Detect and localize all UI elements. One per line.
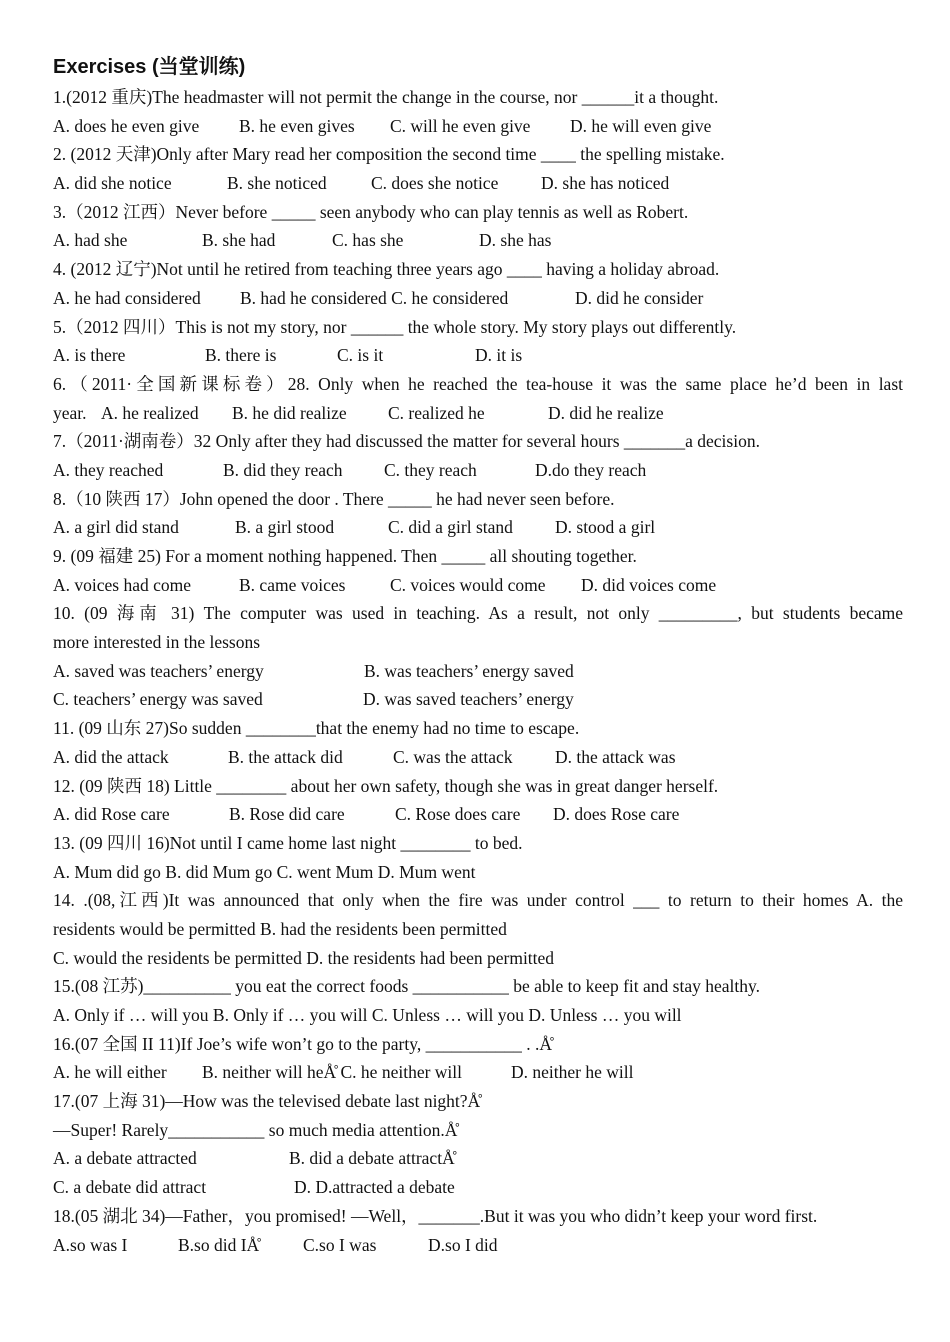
question-6-stem-end: year. bbox=[53, 402, 87, 423]
option-c: C. realized he bbox=[388, 402, 485, 423]
option-c: C. will he even give bbox=[390, 115, 531, 136]
option-d: D. it is bbox=[475, 345, 523, 366]
option-d: D.do they reach bbox=[535, 459, 647, 480]
question-10-stem-end: more interested in the lessons bbox=[53, 632, 261, 653]
question-6-stem: 6.（2011·全国新课标卷）28. Only when he reached the tea-house it was the same place he’d been in last bbox=[53, 373, 903, 394]
option-a: A. is there bbox=[53, 345, 126, 366]
option-c: C. they reach bbox=[384, 459, 477, 480]
option-a: A. a debate attracted bbox=[53, 1148, 197, 1169]
question-15-stem: 15.(08 江苏)__________ you eat the correct foods ___________ be able to keep fit and stay healthy. bbox=[53, 976, 760, 997]
option-d: D. she has noticed bbox=[541, 173, 670, 194]
option-b: B. came voices bbox=[239, 574, 346, 595]
question-3-options bbox=[53, 226, 903, 255]
option-b: B. was teachers’ energy saved bbox=[364, 660, 574, 681]
option-c: C. has she bbox=[332, 230, 404, 251]
question-10-options-ab bbox=[53, 657, 903, 686]
option-d: D. stood a girl bbox=[555, 517, 656, 538]
option-b: B. she noticed bbox=[227, 173, 327, 194]
option-b: B. the attack did bbox=[228, 746, 343, 767]
question-1-options bbox=[53, 112, 903, 141]
option-a: A. he realized bbox=[101, 402, 199, 423]
option-c: C. did a girl stand bbox=[388, 517, 513, 538]
option-b: B. a girl stood bbox=[235, 517, 335, 538]
question-16-stem: 16.(07 全国 II 11)If Joe’s wife won’t go to the party, ___________ . .Å̊ bbox=[53, 1033, 552, 1054]
option-b: B. he even gives bbox=[239, 115, 355, 136]
question-4-stem: 4. (2012 辽宁)Not until he retired from teaching three years ago ____ having a holiday abroad. bbox=[53, 259, 720, 280]
option-a: A. voices had come bbox=[53, 574, 192, 595]
option-b: B. she had bbox=[202, 230, 276, 251]
option-a: A.so was I bbox=[53, 1234, 128, 1255]
option-b: B. there is bbox=[205, 345, 277, 366]
question-8-options bbox=[53, 513, 903, 542]
question-2-stem: 2. (2012 天津)Only after Mary read her composition the second time ____ the spelling mistake. bbox=[53, 144, 725, 165]
option-d: D. D.attracted a debate bbox=[294, 1177, 455, 1198]
option-a: A. had she bbox=[53, 230, 128, 251]
question-3-stem: 3.（2012 江西）Never before _____ seen anybody who can play tennis as well as Robert. bbox=[53, 201, 689, 222]
question-14-options-ab: residents would be permitted B. had the residents been permitted bbox=[53, 918, 507, 939]
question-17-options-ab bbox=[53, 1144, 903, 1173]
question-1-stem: 1.(2012 重庆)The headmaster will not permit the change in the course, nor ______it a thought. bbox=[53, 87, 719, 107]
question-14-stem: 14. .(08,江西)It was announced that only when the fire was under control ___ to return to their homes A. the bbox=[53, 890, 903, 911]
option-c: C. voices would come bbox=[390, 574, 546, 595]
question-18-stem: 18.(05 湖北 34)—Father，you promised! —Well，_______.But it was you who didn’t keep your word first. bbox=[53, 1205, 818, 1226]
option-a: A. did the attack bbox=[53, 746, 169, 767]
question-18-options bbox=[53, 1231, 903, 1260]
option-b-c: B. had he considered C. he considered bbox=[240, 287, 509, 308]
exercise-sheet bbox=[53, 52, 903, 1259]
option-c: C. is it bbox=[337, 345, 384, 366]
option-d: D. was saved teachers’ energy bbox=[363, 689, 574, 710]
option-a: A. they reached bbox=[53, 459, 164, 480]
question-7-options bbox=[53, 456, 903, 485]
option-d: D. neither he will bbox=[511, 1062, 634, 1083]
option-d: D. did voices come bbox=[581, 574, 717, 595]
option-c: C. teachers’ energy was saved bbox=[53, 689, 263, 710]
option-c: C. Rose does care bbox=[395, 804, 521, 825]
option-c: C. a debate did attract bbox=[53, 1177, 207, 1198]
option-b: B. Rose did care bbox=[229, 804, 345, 825]
option-a: A. did Rose care bbox=[53, 804, 170, 825]
question-9-stem: 9. (09 福建 25) For a moment nothing happened. Then _____ all shouting together. bbox=[53, 546, 637, 566]
question-13-options: A. Mum did go B. did Mum go C. went Mum D. Mum went bbox=[53, 861, 476, 882]
option-a: A. he will either bbox=[53, 1062, 167, 1083]
question-14-options-cd: C. would the residents be permitted D. the residents had been permitted bbox=[53, 947, 555, 968]
option-b: B. did a debate attractÅ̊ bbox=[289, 1148, 455, 1169]
question-13-stem: 13. (09 四川 16)Not until I came home last night ________ to bed. bbox=[53, 832, 523, 853]
option-d: D. the attack was bbox=[555, 746, 676, 767]
option-d: D. she has bbox=[479, 230, 552, 251]
question-10-options-cd bbox=[53, 685, 903, 714]
question-11-stem: 11. (09 山东 27)So sudden ________that the enemy had no time to escape. bbox=[53, 718, 580, 739]
question-17-stem-reply: —Super! Rarely___________ so much media attention.Å̊ bbox=[53, 1119, 458, 1140]
question-11-options bbox=[53, 743, 903, 772]
question-9-options bbox=[53, 571, 903, 600]
option-b: B. he did realize bbox=[232, 402, 347, 423]
question-16-options bbox=[53, 1058, 903, 1087]
question-5-options bbox=[53, 341, 903, 370]
option-d: D. did he consider bbox=[575, 287, 704, 308]
option-b: B. did they reach bbox=[223, 459, 343, 480]
option-d: D. does Rose care bbox=[553, 804, 680, 825]
option-d: D. he will even give bbox=[570, 115, 712, 136]
option-c: C. does she notice bbox=[371, 173, 499, 194]
option-a: A. did she notice bbox=[53, 173, 172, 194]
question-17-options-cd bbox=[53, 1173, 903, 1202]
question-12-stem: 12. (09 陕西 18) Little ________ about her own safety, though she was in great danger herself. bbox=[53, 775, 719, 796]
question-2-options bbox=[53, 169, 903, 198]
option-b: B.so did IÅ̊ bbox=[178, 1234, 260, 1255]
page-title: Exercises (当堂训练) bbox=[53, 56, 246, 78]
question-15-options: A. Only if … will you B. Only if … you will C. Unless … will you D. Unless … you will bbox=[53, 1005, 682, 1025]
option-d: D. did he realize bbox=[548, 402, 664, 423]
question-7-stem: 7.（2011·湖南卷）32 Only after they had discussed the matter for several hours _______a decision. bbox=[53, 431, 760, 452]
option-c: C. was the attack bbox=[393, 746, 513, 767]
question-5-stem: 5.（2012 四川）This is not my story, nor ______ the whole story. My story plays out differently. bbox=[53, 316, 737, 337]
option-a: A. saved was teachers’ energy bbox=[53, 660, 264, 681]
question-17-stem: 17.(07 上海 31)—How was the televised debate last night?Å̊ bbox=[53, 1091, 481, 1112]
question-10-stem: 10. (09 海南 31) The computer was used in teaching. As a result, not only _________, but students became bbox=[53, 603, 903, 624]
option-a: A. does he even give bbox=[53, 115, 200, 136]
option-a: A. he had considered bbox=[53, 287, 201, 308]
option-d: D.so I did bbox=[428, 1234, 498, 1255]
question-6-continued bbox=[53, 399, 903, 428]
question-12-options bbox=[53, 800, 903, 829]
option-a: A. a girl did stand bbox=[53, 517, 179, 538]
option-b-c: B. neither will heÅ̊ C. he neither will bbox=[202, 1062, 463, 1083]
question-8-stem: 8.（10 陕西 17）John opened the door . There _____ he had never seen before. bbox=[53, 488, 615, 509]
question-4-options bbox=[53, 284, 903, 313]
option-c: C.so I was bbox=[303, 1234, 377, 1255]
